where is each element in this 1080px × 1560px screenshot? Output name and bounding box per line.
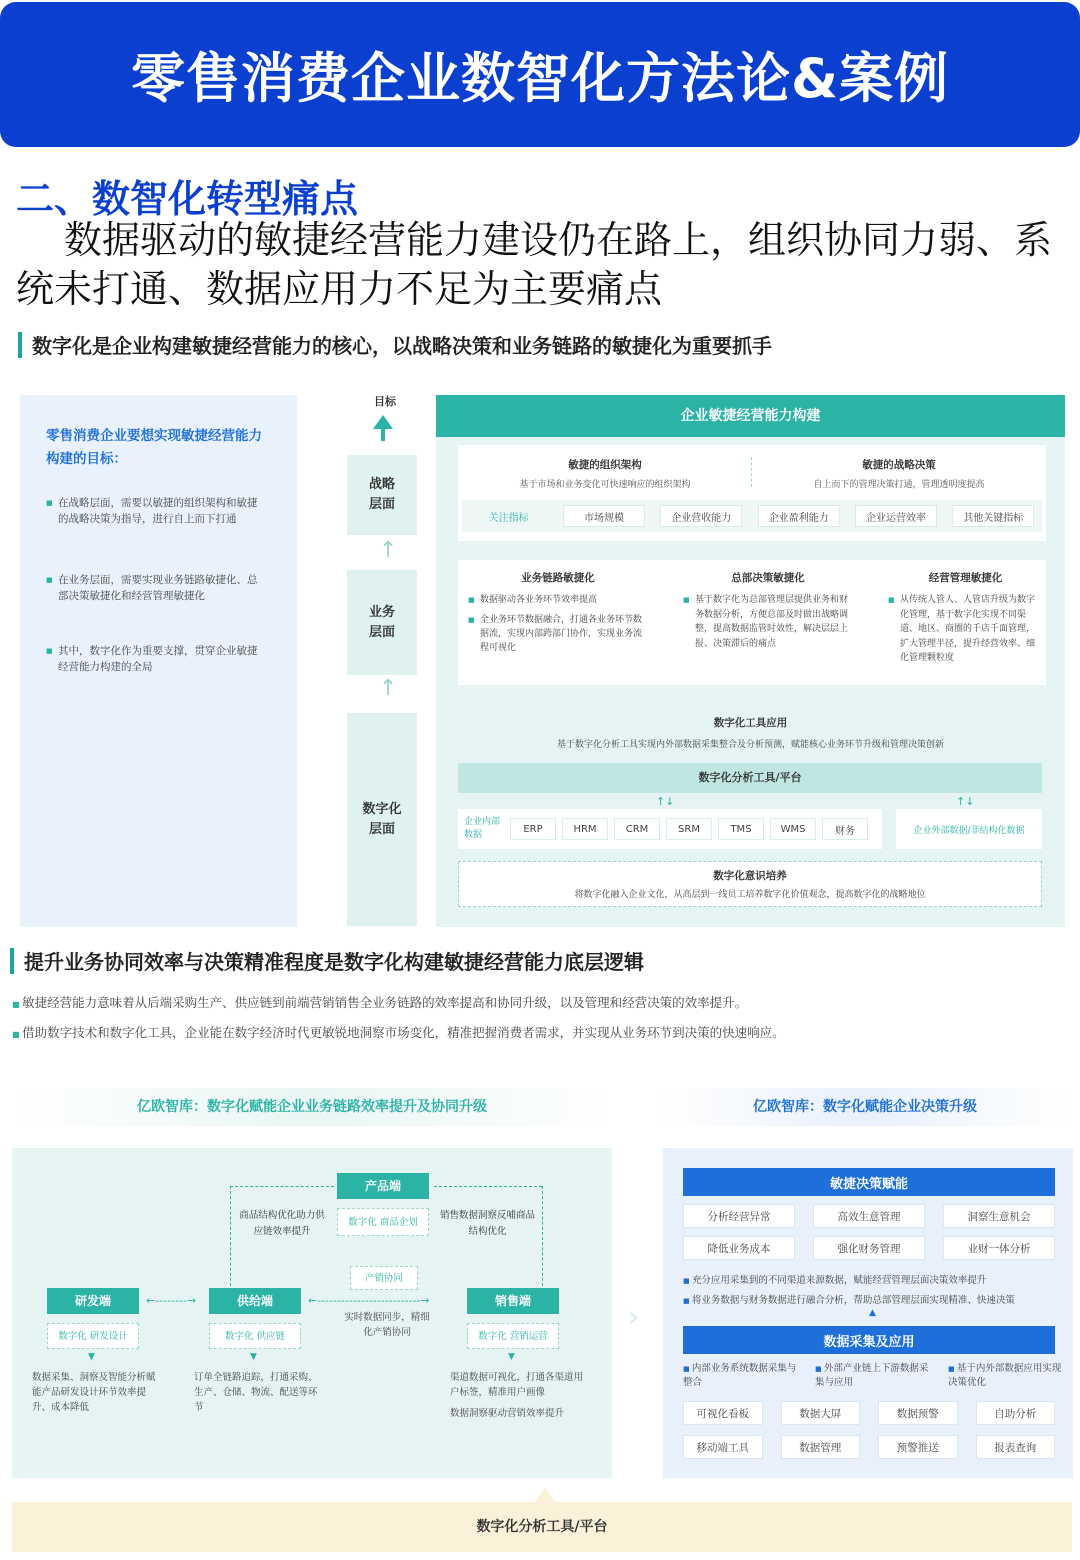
heading-1-text: 数字化是企业构建敏捷经营能力的核心，以战略决策和业务链路的敏捷化为重要抓手 [32, 334, 772, 358]
indicator-chip: 市场规模 [563, 505, 645, 527]
system-chip: 财务 [822, 818, 868, 840]
collect-chips [683, 1401, 1055, 1459]
collect-bar: 数据采集及应用 [683, 1326, 1055, 1354]
section-subtitle: 数据驱动的敏捷经营能力建设仍在路上，组织协同力弱、系统未打通、数据应用力不足为主要痛点 [16, 218, 1053, 311]
decision-title: 敏捷的战略决策 [862, 459, 936, 471]
collect-item: ■ 基于内外部数据应用实现决策优化 [948, 1363, 1062, 1388]
connector [434, 1186, 542, 1187]
coop-note: 实时数据同步，精细化产销协同 [344, 1312, 430, 1338]
system-chip: WMS [770, 818, 816, 840]
rd-sub: 数字化 研发设计 [47, 1323, 139, 1349]
footer-arrow-icon [535, 1488, 555, 1502]
chain-panel [12, 1148, 612, 1478]
collect-chip: 数据大屏 [781, 1401, 861, 1425]
connector [230, 1186, 231, 1286]
collect-item-text: 外部产业链上下游数据采集与应用 [815, 1363, 929, 1388]
enable-chip: 洞察生意机会 [943, 1204, 1055, 1228]
internal-systems [458, 809, 882, 849]
org-desc: 基于市场和业务变化可快速响应的组织架构 [519, 480, 691, 490]
decision-panel [663, 1148, 1073, 1478]
left-bullet: ■ 在业务层面，需要实现业务链路敏捷化、总部决策敏捷化和经营管理敏捷化 [46, 572, 266, 604]
decision-bullet-text: 充分应用采集到的不同渠道来源数据，赋能经营管理层面决策效率提升 [691, 1275, 987, 1286]
decision-bullet: ■ 充分应用采集到的不同渠道来源数据，赋能经营管理层面决策效率提升 [683, 1275, 987, 1286]
note-1-text: 敏捷经营能力意味着从后端采购生产、供应链到前端营销销售全业务链路的效率提高和协同升级，以及管理和经营决策的效率提升。 [22, 995, 748, 1010]
indicator-row [462, 500, 1042, 532]
strategy-box [458, 445, 1046, 541]
decision-desc: 自上而下的管理决策打通，管理透明度提高 [813, 480, 985, 490]
biz-item: ■ 数据驱动各业务环节效率提高 [468, 593, 648, 607]
enable-bar: 敏捷决策赋能 [683, 1168, 1055, 1196]
arrow-up-icon: ↑ [379, 538, 398, 563]
strategy-level [347, 455, 417, 535]
digital-level-label: 数字化层面 [362, 801, 402, 837]
right-note: 销售数据洞察反哺商品结构优化 [440, 1210, 536, 1237]
heading-2-text: 提升业务协同效率与决策精准程度是数字化构建敏捷经营能力底层逻辑 [24, 950, 644, 974]
internal-label: 企业内部数据 [464, 817, 501, 840]
culture-title: 数字化意识培养 [713, 870, 787, 882]
collect-item: ■ 内部业务系统数据采集与整合 [683, 1363, 797, 1388]
org-title: 敏捷的组织架构 [568, 459, 642, 471]
left-panel [20, 395, 297, 927]
biz-title: 总部决策敏捷化 [731, 572, 805, 584]
biz-column [468, 570, 648, 655]
arrows-icon: ↑↓ [656, 795, 675, 808]
chain-title: 亿欧智库：数字化赋能企业业务链路效率提升及协同升级 [12, 1088, 612, 1126]
collect-chip: 数据预警 [878, 1401, 958, 1425]
arrow-down-icon: ▼ [508, 1352, 515, 1362]
collect-chip: 可视化看板 [683, 1401, 763, 1425]
arrow-up-icon [373, 415, 393, 441]
biz-column [683, 570, 853, 651]
supply-sub: 数字化 供应链 [209, 1323, 301, 1349]
biz-item: ■ 全业务环节数据融合，打通各业务环节数据流，实现内部跨部门协作，实现业务流程可视化 [468, 613, 648, 655]
decision-bullet: ■ 将业务数据与财务数据进行融合分析，帮助总部管理层面实现精准、快速决策 [683, 1295, 1015, 1306]
indicator-chip: 其他关键指标 [952, 505, 1034, 527]
section-title: 二、数智化转型痛点 [16, 177, 359, 221]
enable-chip: 分析经营异常 [683, 1204, 795, 1228]
collect-chip: 预警推送 [878, 1435, 958, 1459]
coop-box: 产销协同 [350, 1266, 418, 1290]
system-chip: HRM [562, 818, 608, 840]
tool-title: 数字化工具应用 [713, 717, 788, 729]
business-level [347, 570, 417, 675]
capability-panel [436, 395, 1065, 927]
indicator-chip: 企业运营效率 [855, 505, 937, 527]
note-1: ■ 敏捷经营能力意味着从后端采购生产、供应链到前端营销销售全业务链路的效率提高和协同升级，以及管理和经营决策的效率提升。 [12, 995, 748, 1010]
note-2-text: 借助数字技术和数字化工具，企业能在数字经济时代更敏锐地洞察市场变化，精准把握消费者需求，并实现从业务环节到决策的快速响应。 [22, 1025, 785, 1040]
enable-chip: 高效生意管理 [813, 1204, 925, 1228]
footer-bar: 数字化分析工具/平台 [12, 1502, 1072, 1552]
left-note: 商品结构优化助力供应链效率提升 [239, 1210, 325, 1237]
left-panel-title: 零售消费企业要想实现敏捷经营能力构建的目标： [46, 428, 262, 467]
system-chip: SRM [666, 818, 712, 840]
collect-chip: 报表查询 [976, 1435, 1056, 1459]
sales-end: 销售端 [467, 1288, 559, 1314]
business-level-label: 业务层面 [368, 604, 395, 640]
heading-2 [10, 946, 644, 975]
collect-chip: 自助分析 [976, 1401, 1056, 1425]
system-chip: TMS [718, 818, 764, 840]
rd-end: 研发端 [47, 1288, 139, 1314]
system-chip: ERP [510, 818, 556, 840]
arrows-icon: ↑↓ [956, 795, 975, 808]
system-chip: CRM [614, 818, 660, 840]
connector [230, 1186, 334, 1187]
product-end: 产品端 [337, 1173, 429, 1199]
biz-item: ■ 基于数字化为总部管理层提供业务和财务数据分析，方便总部及时做出战略调整，提高数据监管时效性，解决层层上报、决策滞后的痛点 [683, 593, 853, 651]
collect-item: ■ 外部产业链上下游数据采集与应用 [815, 1363, 929, 1388]
arrow-down-icon: ▼ [88, 1352, 95, 1362]
connector [542, 1186, 543, 1286]
left-bullet: ■ 其中，数字化作为重要支撑，贯穿企业敏捷经营能力构建的全局 [46, 643, 266, 675]
arrow-up-icon: ▲ [869, 1308, 876, 1318]
enable-chip: 强化财务管理 [813, 1236, 925, 1260]
biz-item: ■ 从传统人管人、人管店升级为数字化管理，基于数字化实现不同渠道、地区、商圈的千店千面管理，扩大管理半径，提升经营效率、细化管理颗粒度 [888, 593, 1043, 666]
sales-sub: 数字化 营销运营 [467, 1323, 559, 1349]
capability-header: 企业敏捷经营能力构建 [436, 395, 1065, 437]
heading-1 [18, 330, 772, 359]
supply-desc: 订单全链路追踪，打通采购、生产、仓储、物流、配送等环节 [194, 1372, 318, 1413]
biz-column [888, 570, 1043, 666]
business-box [458, 560, 1046, 685]
arrow-up-icon: ↑ [379, 676, 398, 701]
double-arrow-icon: ←‑‑‑‑‑‑‑‑‑‑‑‑‑‑‑‑‑‑‑‑‑‑‑‑‑‑→ [308, 1294, 430, 1307]
rd-desc: 数据采集、洞察及智能分析赋能产品研发设计环节效率提升、成本降低 [32, 1372, 156, 1413]
collect-item-text: 内部业务系统数据采集与整合 [683, 1363, 797, 1388]
enable-chip: 降低业务成本 [683, 1236, 795, 1260]
decision-bullet-text: 将业务数据与财务数据进行融合分析，帮助总部管理层面实现精准、快速决策 [691, 1295, 1015, 1306]
enable-chips [683, 1204, 1055, 1260]
double-arrow-icon: ←‑‑‑‑‑‑‑‑→ [146, 1294, 197, 1307]
digital-level [347, 713, 417, 926]
indicator-chip: 关注指标 [488, 512, 529, 524]
collect-chip: 移动端工具 [683, 1435, 763, 1459]
collect-item-text: 基于内外部数据应用实现决策优化 [948, 1363, 1062, 1388]
decision-title-bar: 亿欧智库：数字化赋能企业决策升级 [660, 1088, 1070, 1126]
platform-bar: 数字化分析工具/平台 [458, 763, 1042, 793]
external-data: 企业外部数据/非结构化数据 [896, 809, 1042, 849]
collect-chip: 数据管理 [781, 1435, 861, 1459]
chevron-right-icon: › [628, 1300, 640, 1333]
biz-title: 经营管理敏捷化 [928, 572, 1003, 584]
page-banner: 零售消费企业数智化方法论&案例 [0, 2, 1080, 147]
sales-desc-2: 数据洞察驱动营销效率提升 [450, 1408, 565, 1419]
tool-desc: 基于数字化分析工具实现内外部数据采集整合及分析预测，赋能核心业务环节升级和管理决策创新 [556, 740, 944, 750]
culture-desc: 将数字化融入企业文化，从高层到一线员工培养数字化价值观念，提高数字化的战略地位 [574, 890, 926, 900]
culture-box [458, 861, 1042, 907]
biz-title: 业务链路敏捷化 [521, 572, 595, 584]
goal-label: 目标 [374, 395, 396, 408]
sales-desc: 渠道数据可视化，打通各渠道用户标签，精准用户画像 [450, 1372, 584, 1398]
strategy-level-label: 战略层面 [368, 477, 395, 512]
indicator-chip: 企业营收能力 [660, 505, 742, 527]
enable-chip: 业财一体分析 [943, 1236, 1055, 1260]
arrow-down-icon: ▼ [250, 1352, 257, 1362]
indicator-chip: 企业盈利能力 [758, 505, 840, 527]
supply-end: 供给端 [209, 1288, 301, 1314]
left-bullet: ■ 在战略层面，需要以敏捷的组织架构和敏捷的战略决策为指导，进行自上而下打通 [46, 495, 266, 527]
product-sub: 数字化 商品企划 [337, 1208, 429, 1236]
note-2: ■ 借助数字技术和数字化工具，企业能在数字经济时代更敏锐地洞察市场变化，精准把握消费者需求，并实现从业务环节到决策的快速响应。 [12, 1025, 785, 1040]
